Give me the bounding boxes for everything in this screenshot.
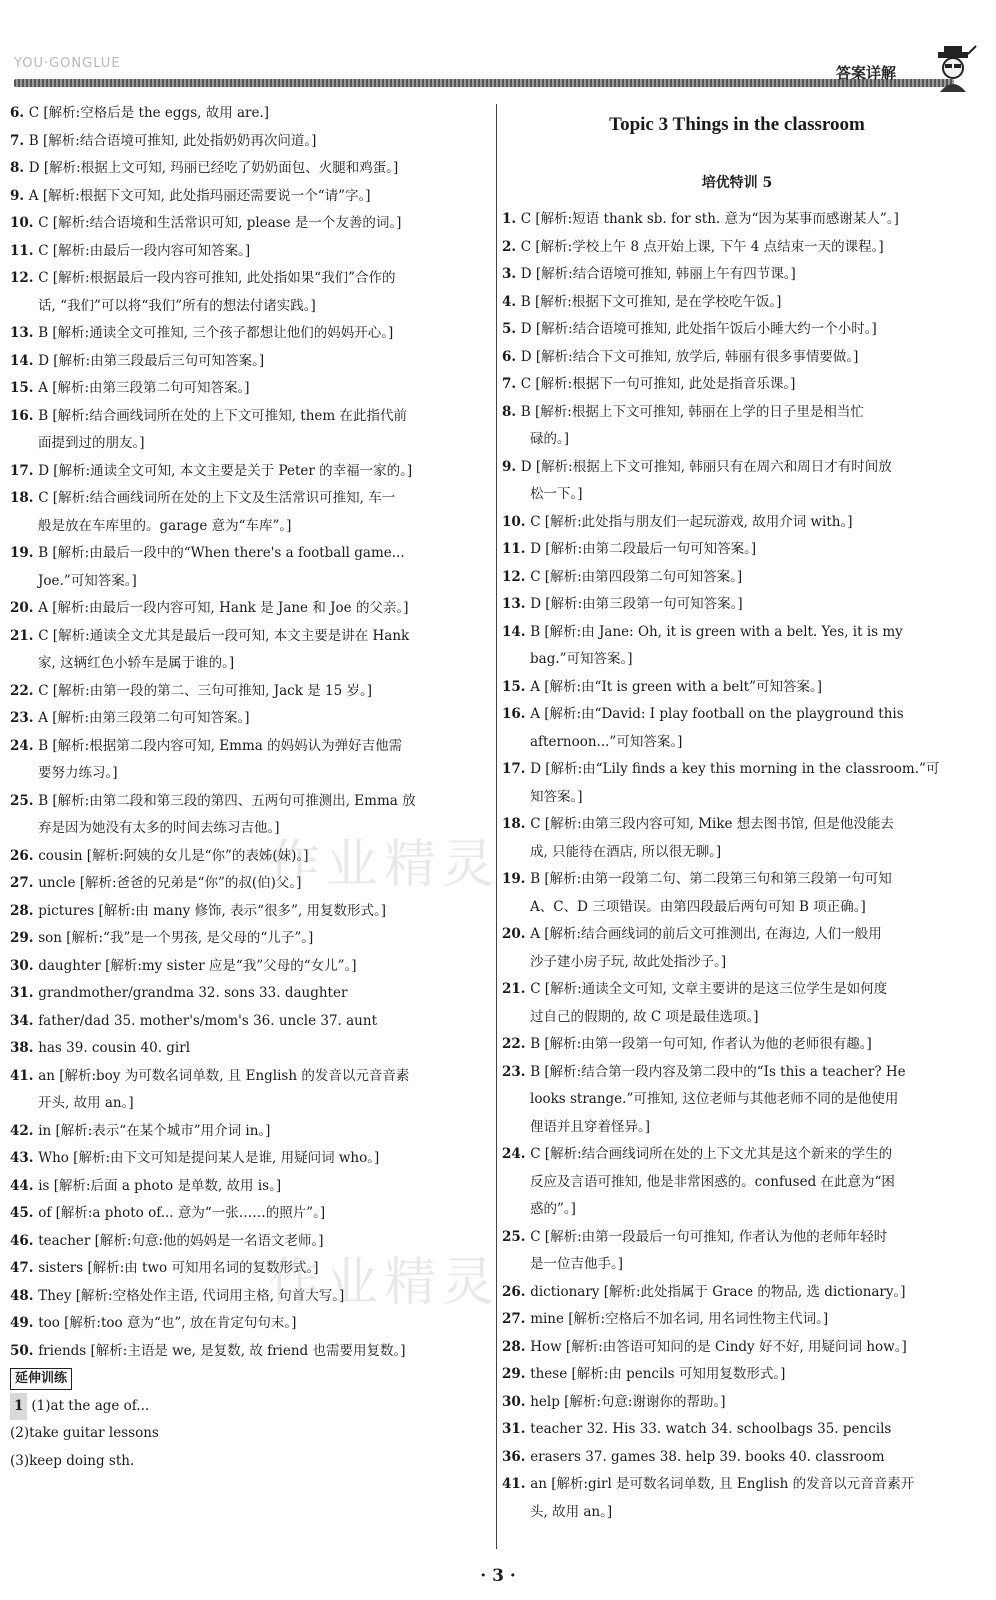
answer-line (10, 1090, 485, 1118)
answer-text: They [解析:空格处作主语, 代词用主格, 句首大写。] (38, 1287, 345, 1304)
extension-item (10, 1448, 485, 1476)
question-number: 17. (502, 761, 531, 777)
extension-index: 1 (10, 1393, 27, 1421)
answer-text: of [解析:a photo of... 意为“一张……的照片”。] (38, 1205, 326, 1221)
answer-text: C [解析:结合画线词所在处的上下文尤其是这个新来的学生的 (530, 1146, 893, 1162)
question-number: 45. (10, 1205, 39, 1221)
answer-text: in [解析:表示“在某个城市”用介词 in。] (38, 1122, 271, 1139)
question-number: 41. (502, 1476, 531, 1492)
question-number: 38. (10, 1040, 39, 1056)
answer-text: A [解析:根据下文可知, 此处指玛丽还需要说一个“请”字。] (28, 187, 371, 204)
answer-line (502, 1279, 972, 1307)
question-number: 49. (10, 1315, 39, 1331)
answer-line (10, 1063, 485, 1091)
question-number: 20. (502, 926, 531, 942)
answer-line (502, 1416, 972, 1444)
answer-line (502, 1251, 972, 1279)
answer-text: 般是放在车库里的。garage 意为“车库”。] (38, 517, 292, 534)
answer-text: A [解析:由第三段第二句可知答案。] (38, 380, 250, 396)
question-number: 10. (502, 513, 531, 530)
answer-line (10, 705, 485, 733)
answer-line (10, 183, 485, 211)
answer-line (502, 784, 972, 812)
answer-text: 是一位吉他手。] (530, 1256, 624, 1272)
answer-text: pictures [解析:由 many 修饰, 表示“很多”, 用复数形式。] (38, 902, 387, 919)
answer-text: B [解析:由 Jane: Oh, it is green with a belt. Yes, it is my (530, 623, 903, 640)
answer-line (502, 289, 972, 317)
answer-text: 反应及言语可推知, 他是非常困惑的。confused 在此意为“困 (530, 1173, 895, 1190)
answer-text: too [解析:too 意为“也”, 放在肯定句句末。] (38, 1315, 297, 1331)
question-number: 28. (10, 902, 39, 919)
question-number: 47. (10, 1260, 39, 1276)
question-number: 43. (10, 1150, 39, 1166)
question-number: 27. (10, 875, 39, 891)
answer-text: friends [解析:主语是 we, 是复数, 故 friend 也需要用复数。] (38, 1342, 406, 1359)
answer-line (10, 485, 485, 513)
question-number: 13. (502, 596, 531, 612)
question-number: 31. (502, 1421, 531, 1437)
answer-text: D [解析:由第三段第一句可知答案。] (530, 596, 743, 612)
question-number: 29. (10, 930, 39, 946)
answer-line (502, 536, 972, 564)
answer-line (10, 1118, 485, 1146)
answer-line (502, 1224, 972, 1252)
answer-text: 家, 这辆红色小轿车是属于谁的。] (38, 655, 235, 671)
answer-line (10, 210, 485, 238)
question-number: 25. (502, 1228, 531, 1245)
answer-line (502, 866, 972, 894)
question-number: 21. (502, 981, 531, 997)
answer-text: B [解析:由最后一段中的“When there's a football game... (38, 545, 405, 561)
answer-text: C [解析:结合语境和生活常识可知, please 是一个友善的词。] (38, 215, 402, 231)
answer-text: teacher 32. His 33. watch 34. schoolbags 35. pencils (530, 1421, 892, 1437)
answer-line (10, 1145, 485, 1173)
answer-line (10, 898, 485, 926)
answer-line (502, 1031, 972, 1059)
answer-text: C [解析:由第一段的第二、三句可推知, Jack 是 15 岁。] (38, 682, 372, 699)
answer-line (502, 344, 972, 372)
answer-text: A、C、D 三项错误。由第四段最后两句可知 B 项正确。] (530, 898, 866, 915)
answer-text: 松一下。] (530, 486, 583, 502)
answer-text: A [解析:由“David: I play football on the playground this (530, 706, 904, 722)
answer-text: C [解析:此处指与朋友们一起玩游戏, 故用介词 with。] (530, 513, 853, 530)
question-number: 4. (502, 293, 521, 310)
question-number: 13. (10, 325, 39, 341)
question-number: 9. (10, 187, 29, 204)
answer-line (10, 925, 485, 953)
training-subtitle: 培优特训 5 (701, 175, 773, 191)
answer-text: 过自己的假期的, 故 C 项是最佳选项。] (530, 1008, 759, 1025)
answer-text: an [解析:boy 为可数名词单数, 且 English 的发音以元音音素 (38, 1067, 410, 1084)
answer-line (502, 1306, 972, 1334)
question-number: 14. (10, 352, 39, 369)
answer-text: teacher [解析:句意:他的妈妈是一名语文老师。] (38, 1232, 324, 1249)
question-number: 2. (502, 238, 521, 255)
question-number: 15. (10, 380, 39, 396)
answer-text: afternoon...”可知答案。] (530, 733, 683, 750)
question-number: 1. (502, 211, 521, 227)
question-number: 11. (10, 242, 39, 259)
answer-text: How [解析:由答语可知问的是 Cindy 好不好, 用疑问词 how。] (530, 1338, 907, 1355)
question-number: 36. (502, 1448, 531, 1465)
answer-line (502, 234, 972, 262)
question-number: 29. (502, 1366, 531, 1382)
question-number: 12. (502, 568, 531, 585)
question-number: 23. (502, 1063, 531, 1080)
answer-text: C [解析:通读全文尤其是最后一段可知, 本文主要是讲在 Hank (38, 627, 410, 644)
answer-line (502, 206, 972, 234)
answer-text: C [解析:学校上午 8 点开始上课, 下午 4 点结束一天的课程。] (520, 238, 884, 255)
answer-text: B [解析:根据第二段内容可知, Emma 的妈妈认为弹好吉他需 (38, 737, 403, 754)
answer-text: 开头, 故用 an。] (38, 1095, 134, 1111)
answer-text: help [解析:句意:谢谢你的帮助。] (530, 1393, 726, 1410)
answer-line (10, 1008, 485, 1036)
answer-text: has 39. cousin 40. girl (38, 1040, 191, 1056)
answer-line (10, 403, 485, 431)
question-number: 27. (502, 1311, 531, 1327)
question-number: 18. (10, 490, 39, 506)
right-column (502, 206, 972, 1526)
question-number: 23. (10, 710, 39, 726)
answer-text: these [解析:由 pencils 可知用复数形式。] (530, 1366, 786, 1382)
answer-text: A [解析:由“It is green with a belt”可知答案。] (530, 678, 823, 695)
answer-line (10, 265, 485, 293)
answer-line (502, 1499, 972, 1527)
answer-text: B [解析:由第一段第二句、第二段第三句和第三段第一句可知 (530, 871, 892, 887)
answer-text: 弃是因为她没有太多的时间去练习吉他。] (38, 820, 280, 836)
extension-item (10, 1420, 485, 1448)
question-number: 16. (10, 407, 39, 424)
answer-line (10, 1035, 485, 1063)
answer-text: sisters [解析:由 two 可知用名词的复数形式。] (38, 1260, 319, 1276)
question-number: 50. (10, 1342, 39, 1359)
answer-line (10, 320, 485, 348)
answer-text: is [解析:后面 a photo 是单数, 故用 is。] (38, 1177, 282, 1194)
answer-text: 头, 故用 an。] (530, 1503, 613, 1520)
answer-line (10, 430, 485, 458)
question-number: 22. (10, 682, 39, 699)
answer-line (502, 1169, 972, 1197)
answer-line (10, 100, 485, 128)
answer-line (502, 1471, 972, 1499)
answer-text: D [解析:由“Lily finds a key this morning in the classroom.”可 (530, 761, 940, 777)
answer-line (502, 564, 972, 592)
question-number: 22. (502, 1036, 531, 1052)
extension-item (10, 1393, 485, 1421)
answer-text: D [解析:由第二段最后一句可知答案。] (530, 541, 757, 557)
answer-text: A [解析:由最后一段内容可知, Hank 是 Jane 和 Joe 的父亲。] (38, 600, 409, 616)
question-number: 31. (10, 985, 39, 1001)
answer-text: B [解析:根据上下文可推知, 韩丽在上学的日子里是相当忙 (520, 403, 864, 420)
answer-text: D [解析:由第三段最后三句可知答案。] (38, 352, 265, 369)
answer-line (502, 509, 972, 537)
answer-text: Joe.”可知答案。] (38, 572, 137, 589)
question-number: 11. (502, 541, 531, 557)
question-number: 30. (10, 957, 39, 974)
question-number: 10. (10, 215, 39, 231)
question-number: 26. (10, 847, 39, 864)
topic-title: Topic 3 Things in the classroom (609, 114, 865, 135)
answer-line (502, 756, 972, 784)
section-title: 答案详解 (836, 64, 897, 82)
answer-text: mine [解析:空格后不加名词, 用名词性物主代词。] (530, 1311, 829, 1327)
answer-line (10, 760, 485, 788)
answer-line (502, 949, 972, 977)
mascot-icon (930, 44, 980, 94)
answer-line (502, 1196, 972, 1224)
answer-text: D [解析:根据上文可知, 玛丽已经吃了奶奶面包、火腿和鸡蛋。] (28, 160, 399, 176)
answer-text: 碌的。] (530, 431, 570, 447)
question-number: 44. (10, 1177, 39, 1194)
answer-line (502, 1004, 972, 1032)
question-number: 7. (10, 132, 29, 149)
extension-tag: 延伸训练 (10, 1368, 72, 1390)
answer-line (502, 591, 972, 619)
answer-text: C [解析:根据最后一段内容可推知, 此处指如果“我们”合作的 (38, 270, 396, 286)
answer-text: father/dad 35. mother's/mom's 36. uncle 37. aunt (38, 1012, 377, 1029)
answer-text: D [解析:通读全文可知, 本文主要是关于 Peter 的幸福一家的。] (38, 462, 413, 479)
answer-text: D [解析:根据上下文可推知, 韩丽只有在周六和周日才有时间放 (520, 458, 892, 475)
question-number: 42. (10, 1122, 39, 1139)
question-number: 19. (502, 871, 531, 887)
answer-line (502, 701, 972, 729)
question-number: 16. (502, 706, 531, 722)
answer-text: C [解析:由第三段内容可知, Mike 想去图书馆, 但是他没能去 (530, 816, 894, 832)
answer-line (502, 729, 972, 757)
answer-text: D [解析:结合下文可推知, 放学后, 韩丽有很多事情要做。] (520, 348, 859, 365)
answer-line (10, 375, 485, 403)
page-header (0, 0, 996, 100)
answer-text: C [解析:由最后一段内容可知答案。] (38, 242, 251, 259)
answer-line (10, 650, 485, 678)
answer-text: C [解析:短语 thank sb. for sth. 意为“因为某事而感谢某人”。] (520, 211, 899, 227)
answer-line (10, 568, 485, 596)
answer-line (502, 1141, 972, 1169)
answer-line (10, 1200, 485, 1228)
answer-line (10, 1173, 485, 1201)
question-number: 28. (502, 1338, 531, 1355)
question-number: 18. (502, 816, 531, 832)
answer-line (10, 458, 485, 486)
answer-line (10, 238, 485, 266)
answer-line (502, 371, 972, 399)
answer-text: C [解析:结合画线词所在处的上下文及生活常识可推知, 车一 (38, 490, 396, 506)
answer-line (10, 733, 485, 761)
answer-text: 俚语并且穿着怪异。] (530, 1118, 651, 1135)
answer-text: 话, “我们”可以将“我们”所有的想法付诸实践。] (38, 297, 316, 314)
answer-text: Who [解析:由下文可知是提问某人是谁, 用疑问词 who。] (38, 1150, 380, 1166)
question-number: 6. (10, 105, 29, 121)
answer-text: B [解析:通读全文可推知, 三个孩子都想让他们的妈妈开心。] (38, 325, 394, 341)
answer-text: C [解析:由第一段最后一句可推知, 作者认为他的老师年轻时 (530, 1228, 888, 1245)
extension-item-text: (2)take guitar lessons (10, 1425, 159, 1441)
answer-line (10, 980, 485, 1008)
answer-line (502, 1389, 972, 1417)
question-number: 3. (502, 266, 521, 282)
question-number: 12. (10, 270, 39, 286)
question-number: 14. (502, 623, 531, 640)
answer-line (502, 921, 972, 949)
question-number: 9. (502, 458, 521, 475)
answer-text: B [解析:结合第一段内容及第二段中的“Is this a teacher? He (530, 1063, 906, 1080)
answer-line (10, 513, 485, 541)
brand-logo-text: YOU·GONGLUE (14, 56, 121, 71)
answer-text: B [解析:结合画线词所在处的上下文可推知, them 在此指代前 (38, 407, 407, 424)
answer-text: B [解析:由第一段第一句可知, 作者认为他的老师很有趣。] (530, 1036, 872, 1052)
question-number: 17. (10, 462, 39, 479)
answer-line (10, 623, 485, 651)
answer-line (502, 1086, 972, 1114)
answer-line (502, 454, 972, 482)
answer-text: C [解析:通读全文可知, 文章主要讲的是这三位学生是如何度 (530, 981, 888, 997)
answer-text: uncle [解析:爸爸的兄弟是“你”的叔(伯)父。] (38, 875, 302, 891)
question-number: 24. (10, 737, 39, 754)
question-number: 21. (10, 627, 39, 644)
answer-line (10, 128, 485, 156)
answer-line (502, 619, 972, 647)
answer-text: bag.”可知答案。] (530, 651, 633, 667)
answer-text: C [解析:根据下一句可推知, 此处是指音乐课。] (520, 376, 796, 392)
answer-text: 要努力练习。] (38, 765, 118, 781)
question-number: 24. (502, 1146, 531, 1162)
answer-line (10, 155, 485, 183)
answer-line (10, 348, 485, 376)
answer-text: 沙子建小房子玩, 故此处指沙子。] (530, 953, 727, 970)
question-number: 26. (502, 1283, 531, 1300)
answer-line (502, 839, 972, 867)
answer-line (502, 261, 972, 289)
answer-line (502, 894, 972, 922)
question-number: 46. (10, 1232, 39, 1249)
question-number: 30. (502, 1393, 531, 1410)
answer-line (502, 1361, 972, 1389)
answer-text: B [解析:由第二段和第三段的第四、五两句可推测出, Emma 放 (38, 792, 416, 809)
question-number: 34. (10, 1012, 39, 1029)
page-number: · 3 · (480, 1566, 516, 1586)
watermark: 作业精灵 (268, 1253, 501, 1313)
answer-text: C [解析:空格后是 the eggs, 故用 are.] (28, 105, 270, 121)
question-number: 8. (502, 403, 521, 420)
answer-line (10, 678, 485, 706)
answer-text: D [解析:结合语境可推知, 此处指午饭后小睡大约一个小时。] (520, 321, 877, 337)
answer-line (502, 426, 972, 454)
question-number: 41. (10, 1067, 39, 1084)
answer-text: B [解析:结合语境可推知, 此处指奶奶再次问道。] (28, 132, 317, 149)
answer-line (502, 481, 972, 509)
extension-header (10, 1365, 485, 1393)
answer-text: B [解析:根据下文可推知, 是在学校吃午饭。] (520, 293, 782, 310)
answer-line (10, 788, 485, 816)
answer-line (502, 1114, 972, 1142)
answer-text: 知答案。] (530, 788, 583, 805)
answer-line (10, 1338, 485, 1366)
extension-item-text: (1)at the age of... (31, 1397, 150, 1414)
question-number: 25. (10, 792, 39, 809)
answer-text: looks strange.”可推知, 这位老师与其他老师不同的是他使用 (530, 1091, 899, 1107)
answer-text: an [解析:girl 是可数名词单数, 且 English 的发音以元音音素开 (530, 1476, 915, 1492)
answer-line (10, 293, 485, 321)
extension-item-text: (3)keep doing sth. (10, 1452, 135, 1469)
answer-line (502, 316, 972, 344)
answer-text: 成, 只能待在酒店, 所以很无聊。] (530, 843, 722, 860)
answer-text: A [解析:由第三段第二句可知答案。] (38, 710, 250, 726)
answer-text: grandmother/grandma 32. sons 33. daughter (38, 985, 348, 1001)
answer-text: daughter [解析:my sister 应是“我”父母的“女儿”。] (38, 957, 357, 974)
answer-text: D [解析:结合语境可推知, 韩丽上午有四节课。] (520, 266, 796, 282)
answer-line (502, 811, 972, 839)
answer-line (502, 399, 972, 427)
question-number: 7. (502, 376, 521, 392)
answer-text: dictionary [解析:此处指属于 Grace 的物品, 选 dictionary。] (530, 1283, 906, 1300)
answer-line (10, 953, 485, 981)
answer-line (10, 595, 485, 623)
question-number: 6. (502, 348, 521, 365)
watermark: 作业精灵 (268, 835, 501, 895)
answer-line (502, 646, 972, 674)
answer-text: son [解析:“我”是一个男孩, 是父母的“儿子”。] (38, 930, 314, 946)
question-number: 19. (10, 545, 39, 561)
question-number: 8. (10, 160, 29, 176)
answer-text: 惑的”。] (530, 1201, 576, 1217)
answer-line (502, 976, 972, 1004)
answer-text: C [解析:由第四段第二句可知答案。] (530, 568, 743, 585)
question-number: 20. (10, 600, 39, 616)
answer-text: A [解析:结合画线词的前后文可推测出, 在海边, 人们一般用 (530, 926, 882, 942)
question-number: 15. (502, 678, 531, 695)
answer-text: erasers 37. games 38. help 39. books 40. classroom (530, 1448, 885, 1465)
answer-text: cousin [解析:阿姨的女儿是“你”的表姊(妹)。] (38, 847, 309, 864)
question-number: 48. (10, 1287, 39, 1304)
answer-line (502, 1444, 972, 1472)
answer-line (10, 540, 485, 568)
header-rule (14, 79, 954, 87)
answer-line (502, 1334, 972, 1362)
answer-line (502, 1059, 972, 1087)
answer-text: 面提到过的朋友。] (38, 435, 145, 451)
question-number: 5. (502, 321, 521, 337)
answer-line (502, 674, 972, 702)
